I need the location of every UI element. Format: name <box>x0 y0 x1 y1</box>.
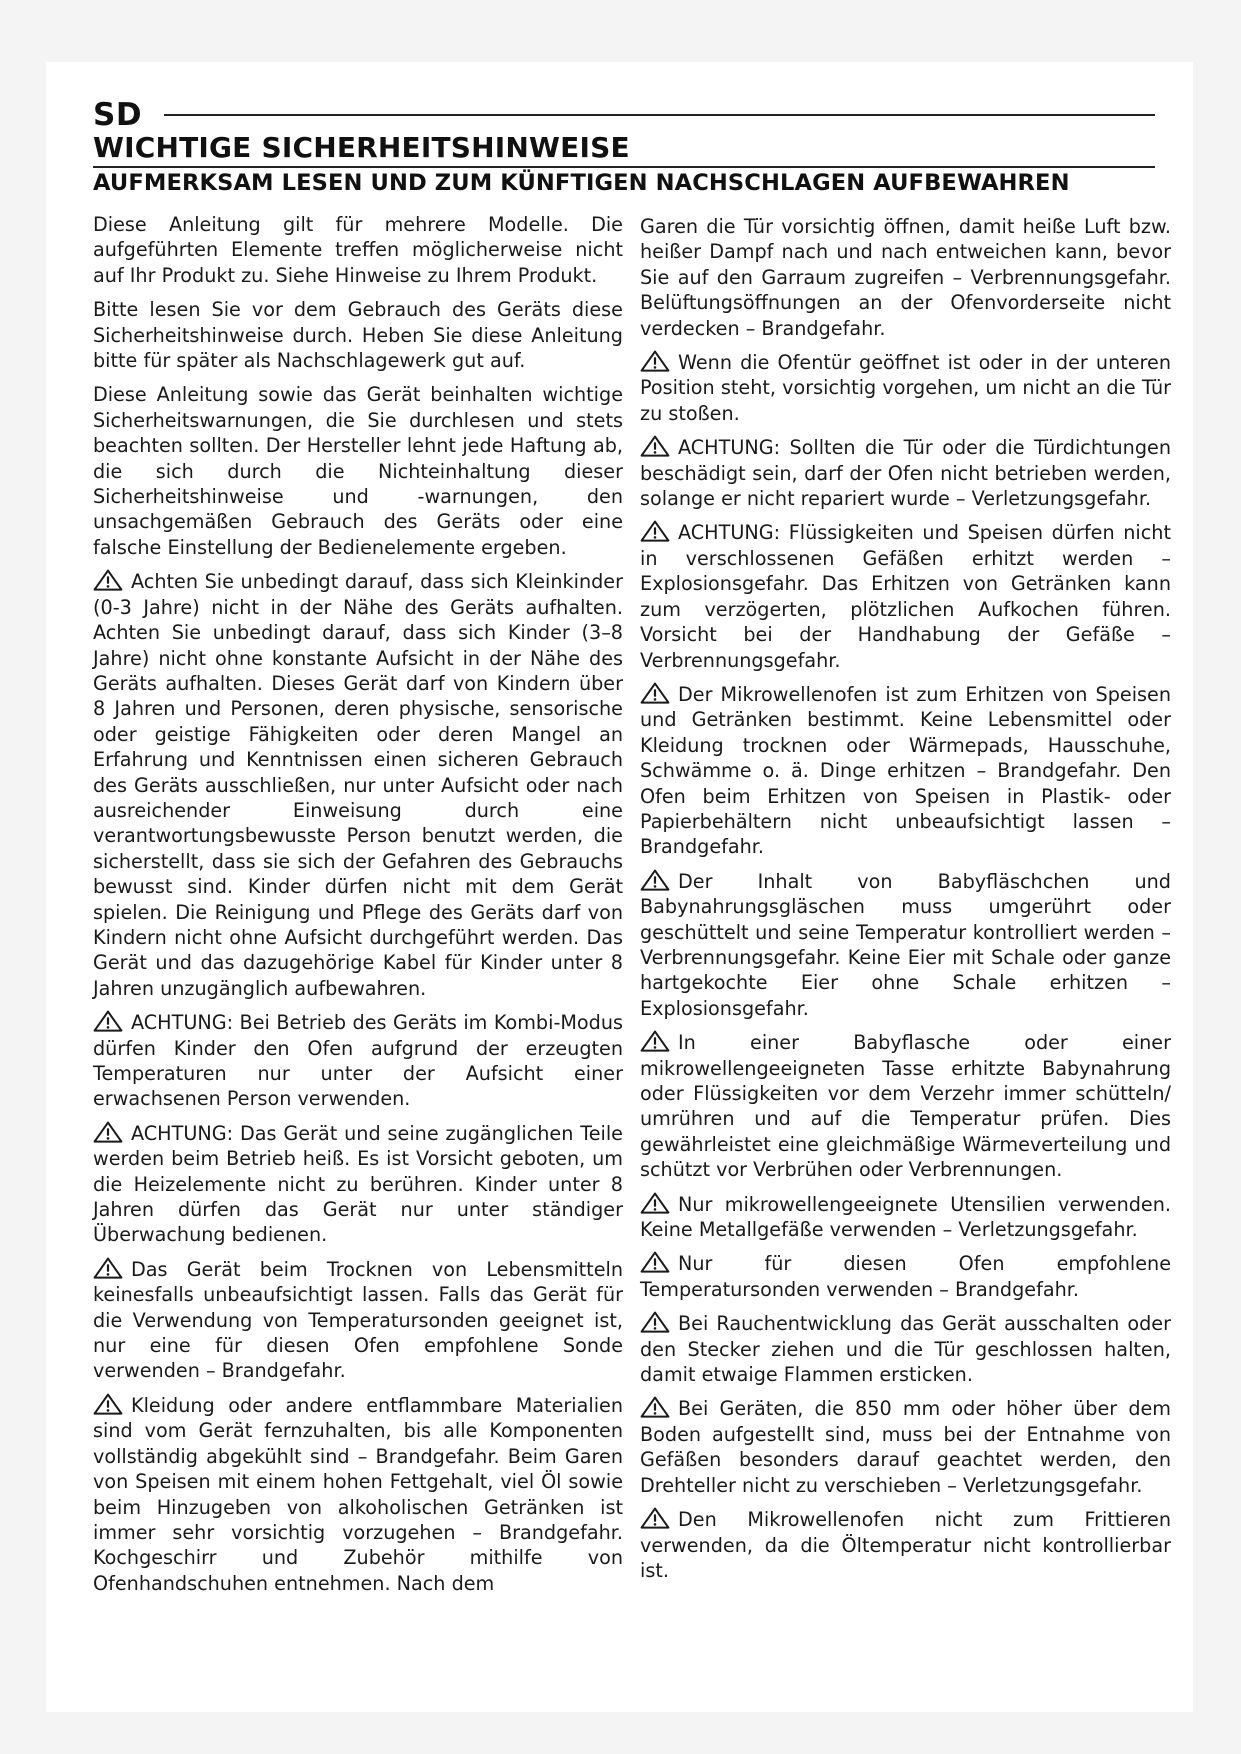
paragraph-text: Das Gerät beim Trocknen von Lebensmitteln keinesfalls unbeaufsichtigt lassen. Falls das Gerät für die Verwendung von Temperatursonden geeignet ist, nur eine für diesen Ofen empfohlene Sonde verwenden – Brandgefahr. <box>93 1257 623 1383</box>
paragraph-text: Den Mikrowellenofen nicht zum Frittieren verwenden, da die Öltemperatur nicht kontrollierbar ist. <box>640 1508 1171 1582</box>
page-title: WICHTIGE SICHERHEITSHINWEISE <box>93 131 630 164</box>
warning-paragraph <box>93 569 623 1001</box>
warning-triangle-icon <box>640 1507 670 1529</box>
warning-paragraph <box>93 1010 623 1112</box>
paragraph-text: ACHTUNG: Bei Betrieb des Geräts im Kombi-Modus dürfen Kinder den Ofen aufgrund der erzeugten Temperaturen nur unter der Aufsicht einer erwachsenen Person verwenden. <box>93 1011 623 1111</box>
paragraph-text: Der Mikrowellenofen ist zum Erhitzen von Speisen und Getränken bestimmt. Keine Lebensmittel oder Kleidung trocknen oder Wärmepads, Hausschuhe, Schwämme o. ä. Dinge erhitzen – Brandgefahr. Den Ofen beim Erhitzen von Speisen in Plastik- oder Papierbehältern nicht unbeaufsichtigt lassen – Brandgefahr. <box>640 682 1171 859</box>
paragraph-text: ACHTUNG: Sollten die Tür oder die Türdichtungen beschädigt sein, darf der Ofen nicht betrieben werden, solange er nicht repariert wurde – Verletzungsgefahr. <box>640 436 1171 511</box>
paragraph <box>93 297 623 373</box>
warning-paragraph <box>640 1192 1171 1243</box>
warning-triangle-icon <box>640 869 670 891</box>
paragraph-text: Kleidung oder andere entflammbare Materialien sind vom Gerät fernzuhalten, bis alle Komponenten vollständig abgekühlt sind – Brandgefahr. Beim Garen von Speisen mit einem hohen Fettgehalt, viel Öl sowie beim Hinzugeben von alkoholischen Getränken ist immer sehr vorsichtig vorzugehen – Brandgefahr. Kochgeschirr und Zubehör mithilfe von Ofenhandschuhen entnehmen. Nach dem <box>93 1393 623 1595</box>
paragraph-text: Achten Sie unbedingt darauf, dass sich Kleinkinder (0-3 Jahre) nicht in der Nähe des Geräts aufhalten. Achten Sie unbedingt darauf, dass sich Kinder (3–8 Jahre) nicht ohne konstante Aufsicht in der Nähe des Geräts aufhalten. Dieses Gerät darf von Kindern über 8 Jahren und Personen, deren physische, sensorische oder geistige Fähigkeiten oder deren Mangel an Erfahrung und Kenntnissen einen sicheren Gebrauch des Geräts ausschließen, nur unter Aufsicht oder nach ausreichender Einweisung durch eine verantwortungsbewusste Person benutzt werden, die sicherstellt, dass sie sich der Gefahren des Gebrauchs bewusst sind. Kinder dürfen nicht mit dem Gerät spielen. Die Reinigung und Pflege des Geräts darf von Kindern nicht ohne Aufsicht durchgeführt werden. Das Gerät und das dazugehörige Kabel für Kinder unter 8 Jahren unzugänglich aufbewahren. <box>93 570 623 1000</box>
page-subtitle: AUFMERKSAM LESEN UND ZUM KÜNFTIGEN NACHSCHLAGEN AUFBEWAHREN <box>93 170 1070 196</box>
warning-triangle-icon <box>93 1393 123 1415</box>
paragraph <box>93 382 623 560</box>
paragraph <box>640 214 1171 341</box>
warning-paragraph <box>640 869 1171 1021</box>
section-header <box>93 95 1155 135</box>
warning-triangle-icon <box>640 435 670 457</box>
left-column <box>93 212 623 1605</box>
warning-paragraph <box>93 1393 623 1596</box>
warning-triangle-icon <box>640 1251 670 1273</box>
paragraph-text: Diese Anleitung sowie das Gerät beinhalten wichtige Sicherheitswarnungen, die Sie durchlesen und stets beachten sollten. Der Hersteller lehnt jede Haftung ab, die sich durch die Nichteinhaltung dieser Sicherheitshinweise und -warnungen, den unsachgemäßen Gebrauch des Geräts oder eine falsche Einstellung der Bedienelemente ergeben. <box>93 383 623 559</box>
title-divider <box>93 166 1155 168</box>
warning-paragraph <box>640 1251 1171 1302</box>
section-code: SD <box>93 96 143 133</box>
warning-triangle-icon <box>93 1257 123 1279</box>
warning-triangle-icon <box>640 520 670 542</box>
warning-paragraph <box>640 1396 1171 1498</box>
header-divider <box>164 114 1155 116</box>
warning-triangle-icon <box>640 1030 670 1052</box>
warning-paragraph <box>640 520 1171 672</box>
paragraph-text: Garen die Tür vorsichtig öffnen, damit heiße Luft bzw. heißer Dampf nach und nach entweichen kann, bevor Sie auf den Garraum zugreifen – Verbrennungsgefahr. Belüftungsöffnungen an der Ofenvorderseite nicht verdecken – Brandgefahr. <box>640 215 1171 340</box>
warning-paragraph <box>93 1121 623 1248</box>
warning-triangle-icon <box>93 1010 123 1032</box>
paragraph-text: ACHTUNG: Das Gerät und seine zugänglichen Teile werden beim Betrieb heiß. Es ist Vorsicht geboten, um die Heizelemente nicht zu berühren. Kinder unter 8 Jahren dürfen das Gerät nur unter ständiger Überwachung bedienen. <box>93 1121 623 1247</box>
paragraph-text: Der Inhalt von Babyfläschchen und Babynahrungsgläschen muss umgerührt oder geschüttelt und seine Temperatur kontrolliert werden – Verbrennungsgefahr. Keine Eier mit Schale oder ganze hartgekochte Eier ohne Schale erhitzen – Explosionsgefahr. <box>640 869 1171 1020</box>
warning-triangle-icon <box>640 1311 670 1333</box>
paragraph-text: Bei Geräten, die 850 mm oder höher über dem Boden aufgestellt sind, muss bei der Entnahme von Gefäßen besonders darauf geachtet werden, den Drehteller nicht zu verschieben – Verletzungsgefahr. <box>640 1397 1171 1497</box>
paragraph-text: In einer Babyflasche oder einer mikrowellengeeigneten Tasse erhitzte Babynahrung oder Flüssigkeiten vor dem Verzehr immer schütteln/ umrühren und auf die Temperatur prüfen. Dies gewährleistet eine gleichmäßige Wärmeverteilung und schützt vor Verbrühen oder Verbrennungen. <box>640 1031 1171 1182</box>
paragraph <box>93 212 623 288</box>
warning-paragraph <box>640 682 1171 860</box>
paragraph-text: Bei Rauchentwicklung das Gerät ausschalten oder den Stecker ziehen und die Tür geschlossen halten, damit etwaige Flammen ersticken. <box>640 1312 1171 1387</box>
paragraph-text: Wenn die Ofentür geöffnet ist oder in der unteren Position steht, vorsichtig vorgehen, um nicht an die Tür zu stoßen. <box>640 351 1171 425</box>
warning-triangle-icon <box>93 569 123 591</box>
warning-paragraph <box>640 1311 1171 1387</box>
warning-paragraph <box>93 1257 623 1384</box>
warning-triangle-icon <box>93 1121 123 1143</box>
paragraph-text: Bitte lesen Sie vor dem Gebrauch des Geräts diese Sicherheitshinweise durch. Heben Sie diese Anleitung bitte für später als Nachschlagewerk gut auf. <box>93 298 623 373</box>
warning-paragraph <box>640 1030 1171 1182</box>
paragraph-text: Diese Anleitung gilt für mehrere Modelle. Die aufgeführten Elemente treffen möglicherweise nicht auf Ihr Produkt zu. Siehe Hinweise zu Ihrem Produkt. <box>93 213 623 287</box>
paragraph-text: ACHTUNG: Flüssigkeiten und Speisen dürfen nicht in verschlossenen Gefäßen erhitzt werden – Explosionsgefahr. Das Erhitzen von Getränken kann zum verzögerten, plötzlichen Aufkochen führen. Vorsicht bei der Handhabung der Gefäße – Verbrennungsgefahr. <box>640 521 1171 672</box>
paragraph-text: Nur für diesen Ofen empfohlene Temperatursonden verwenden – Brandgefahr. <box>640 1252 1171 1301</box>
right-column <box>640 214 1171 1592</box>
paragraph-text: Nur mikrowellengeeignete Utensilien verwenden. Keine Metallgefäße verwenden – Verletzungsgefahr. <box>640 1192 1171 1242</box>
warning-paragraph <box>640 350 1171 426</box>
warning-paragraph <box>640 1507 1171 1583</box>
warning-paragraph <box>640 435 1171 511</box>
warning-triangle-icon <box>640 1192 670 1214</box>
warning-triangle-icon <box>640 350 670 372</box>
warning-triangle-icon <box>640 1396 670 1418</box>
warning-triangle-icon <box>640 682 670 704</box>
